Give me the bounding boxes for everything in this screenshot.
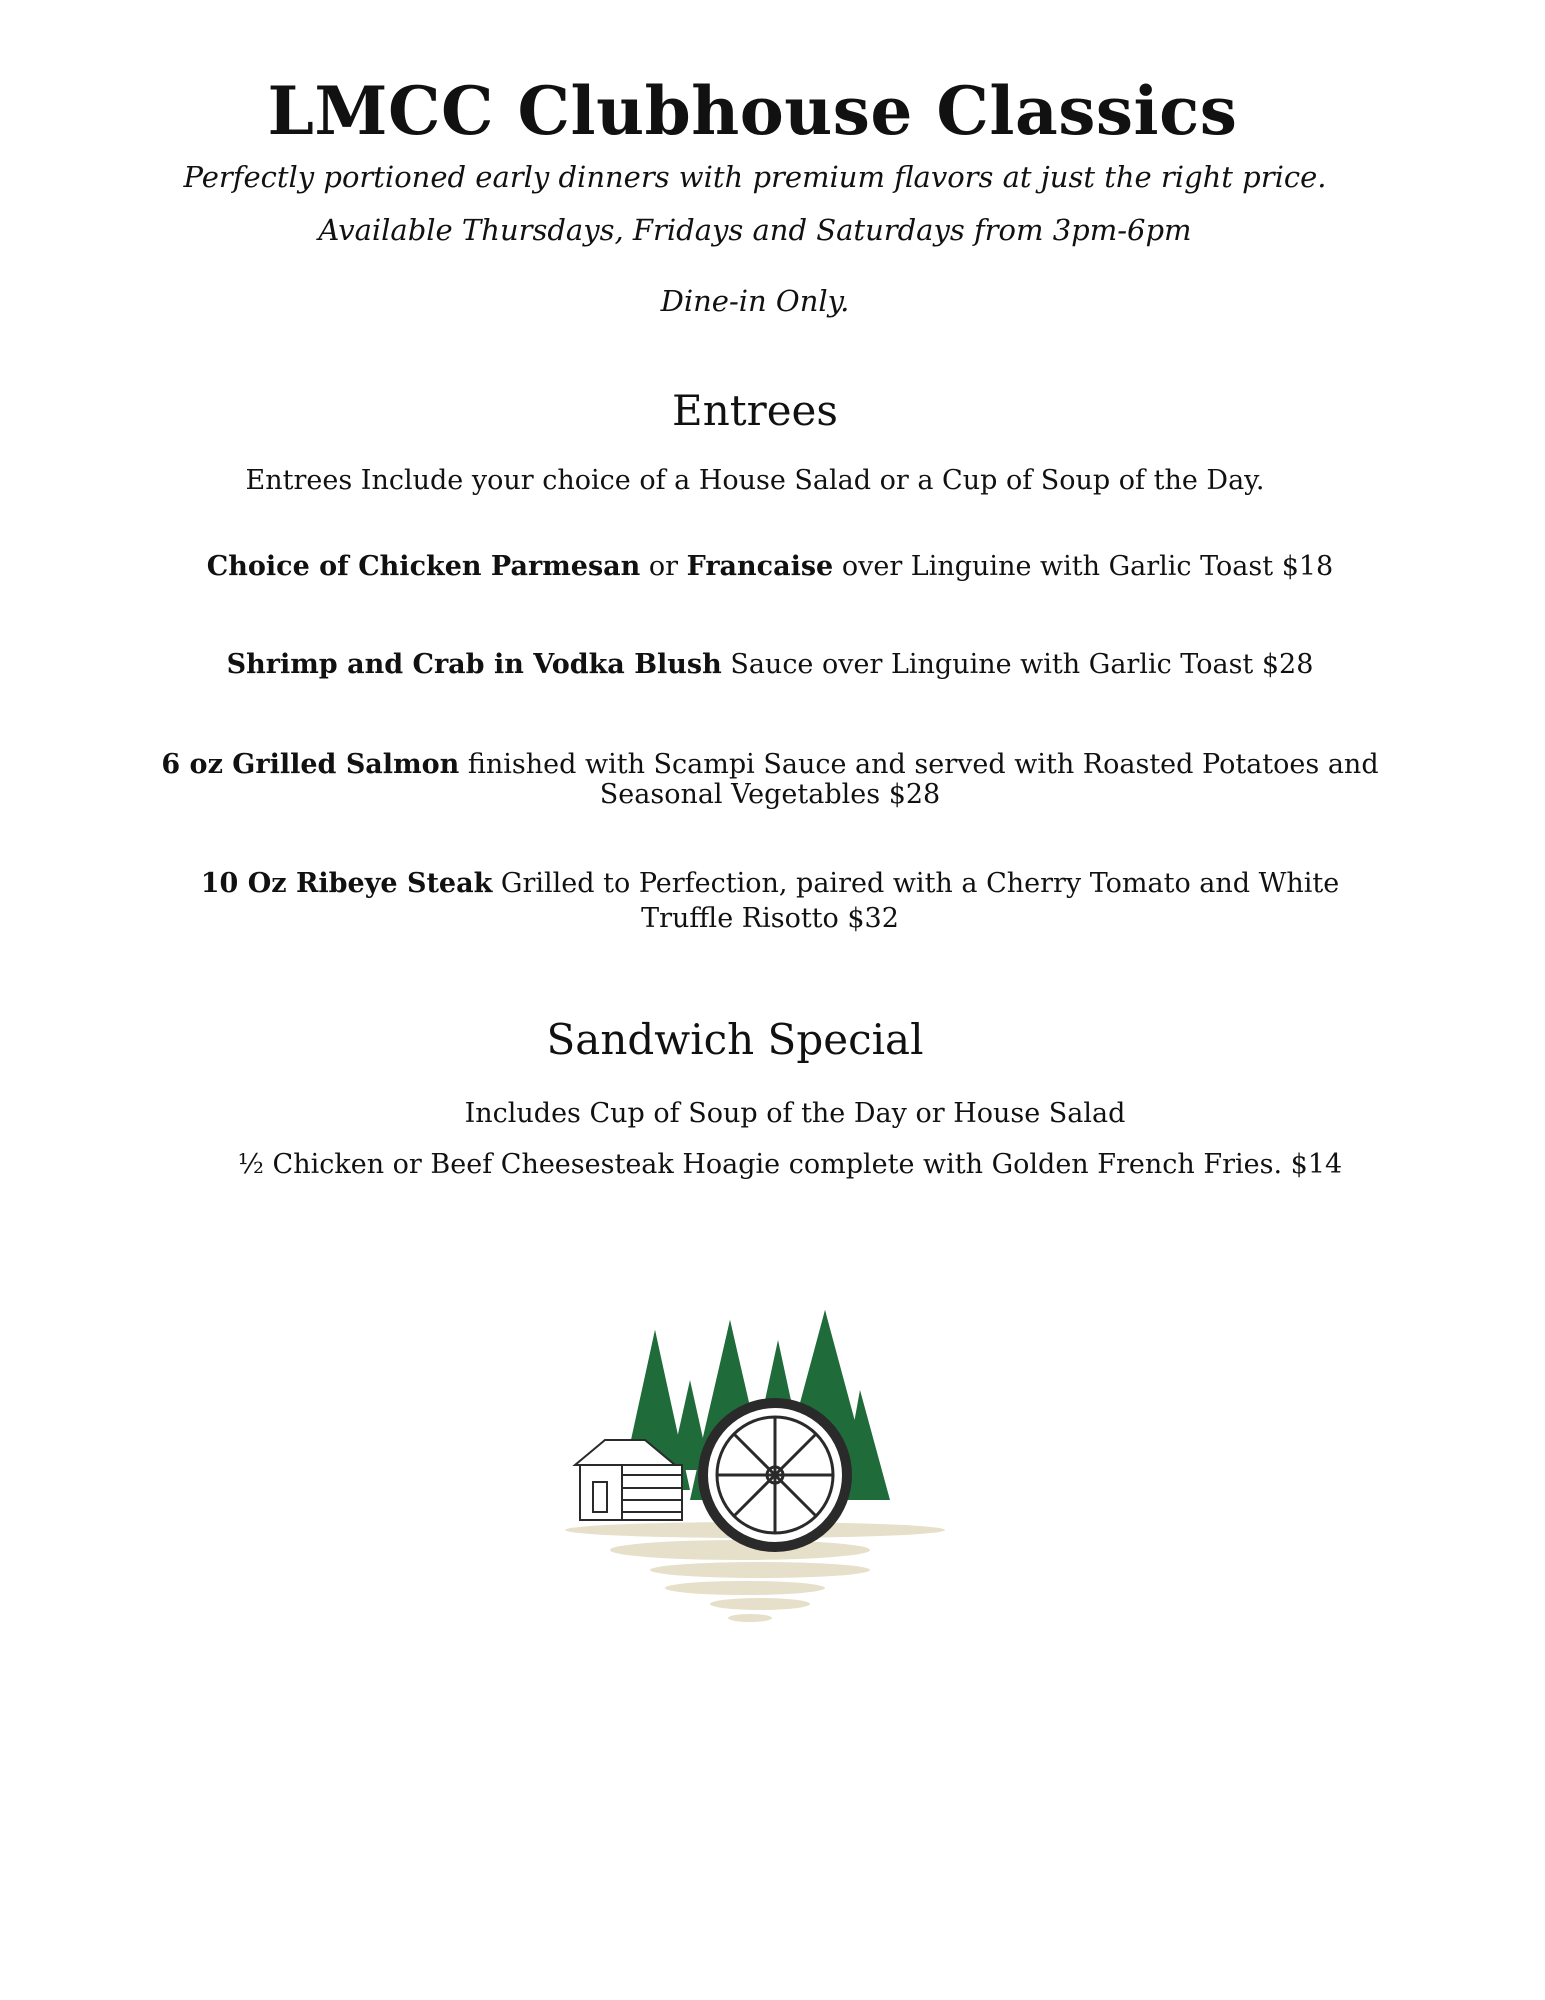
item-description: finished with Scampi Sauce and served with Roasted Potatoes and Seasonal Vegetables $28 [459,749,1379,810]
item-description: Grilled to Perfection, paired with a Cherry Tomato and White Truffle Risotto $32 [492,868,1340,934]
item-name: 6 oz Grilled Salmon [161,749,460,780]
dine-in-note: Dine-in Only. [660,284,850,318]
item-description: over Linguine with Garlic Toast $18 [833,551,1334,582]
menu-item-cheesesteak: ½ Chicken or Beef Cheesesteak Hoagie complete with Golden French Fries. $14 [237,1149,1343,1180]
item-description: Sauce over Linguine with Garlic Toast $28 [721,649,1314,680]
watermill-trees-logo [560,1300,950,1640]
water-wheel [703,1403,847,1547]
item-name: 10 Oz Ribeye Steak [200,868,493,899]
menu-item-shrimp-crab [160,650,1380,680]
entrees-heading: Entrees [672,386,838,435]
item-name: Choice of Chicken Parmesan [206,551,641,582]
sandwich-heading: Sandwich Special [546,1015,924,1064]
page-title: LMCC Clubhouse Classics [267,72,1238,150]
menu-item-chicken [160,552,1380,582]
availability-text: Available Thursdays, Fridays and Saturdays from 3pm-6pm [318,213,1192,247]
tagline: Perfectly portioned early dinners with premium flavors at just the right price. [183,160,1327,194]
item-name: Shrimp and Crab in Vodka Blush [226,649,722,680]
sandwich-note: Includes Cup of Soup of the Day or House Salad [464,1098,1126,1129]
menu-item-salmon [160,750,1380,810]
item-connector: or [640,551,687,582]
menu-item-ribeye [160,866,1380,936]
entrees-note: Entrees Include your choice of a House Salad or a Cup of Soup of the Day. [245,465,1265,496]
item-name-alt: Francaise [686,551,834,582]
